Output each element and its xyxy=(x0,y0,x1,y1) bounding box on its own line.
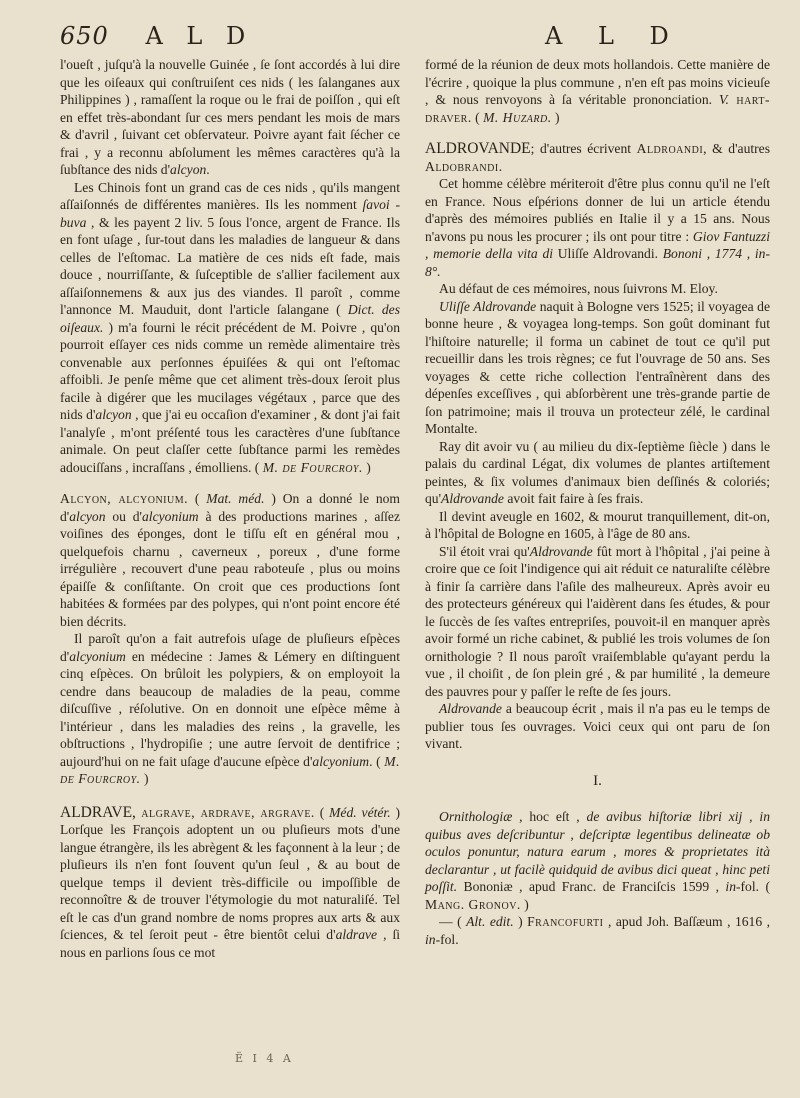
paragraph: Il devint aveugle en 1602, & mourut tranquillement, dit-on, à l'hôpital de Bologne en 1605, à l'âge de 80 ans. xyxy=(425,508,770,541)
paragraph: Au défaut de ces mémoires, nous ſuivrons M. Eloy. xyxy=(439,281,718,296)
paragraph: formé de la réunion de deux mots hollandois. Cette manière de l'écrire , quoique la plus commune , n'en eſt pas moins vicieuſe , & nous renvoyons à ſa véritable prononciation. V. hart-draver. ( M. Huzard. ) xyxy=(425,57,770,125)
entry-headword: Alcyon, alcyonium. xyxy=(60,491,189,506)
paragraph: Il paroît qu'on a fait autrefois uſage de pluſieurs eſpèces d'alcyonium en médecine : James & Lémery en diſtinguent cinq eſpèces. On brûloit les polypiers, & on employoit la cendre dans beaucoup de maladies de la peau, comme diſcuſſive , réſolutive. On en donnoit une eſpèce même à l'intérieur , dans les maladies des reins , la gravelle, les obſtructions , l'hydropiſie ; une autre ſervoit de dentifrice ; aujourd'hui on ne fait uſage d'aucune eſpèce d'alcyonium. ( M. de Fourcroy. ) xyxy=(60,631,400,786)
entry-headword: ALDRAVE, xyxy=(60,803,136,821)
left-column xyxy=(60,56,400,961)
running-head-left: A L D xyxy=(145,22,254,50)
entry-alcyon: Alcyon, alcyonium. ( Mat. méd. ) On a donné le nom d'alcyon ou d'alcyonium à des productions marines , aſſez voiſines des éponges, dont le tiſſu eſt en général mou , quelquefois charnu , caverneux , poreux , d'une forme irrégulière , recouvert d'une peau raboteuſe , plus ou moins épaiſſe & conſiſtante. On croit que ces productions ſont habitées & formées par des polypes, qui n'ont point encore été bien décrits. xyxy=(60,491,400,629)
paragraph: Ray dit avoir vu ( au milieu du dix-ſeptième ſiècle ) dans le palais du cardinal Légat, dix volumes de plantes artiſtement peintes, & ſix volumes d'animaux bien deſſinés & coloriés; qu'Aldrovande avoit fait faire à ſes frais. xyxy=(425,438,770,506)
bibliography-entry: — ( Alt. edit. ) Francofurti , apud Joh. Baſſæum , 1616 , in-fol. xyxy=(425,914,771,947)
page-header-left xyxy=(60,22,253,50)
entry-aldrovande: ALDROVANDE; d'autres écrivent Aldroandi, & d'autres Aldobrandi. xyxy=(425,140,770,174)
paragraph: Les Chinois font un grand cas de ces nids , qu'ils mangent aſſaiſonnés de différentes manières. Ils les nomment ſavoi - buva , & les payent 2 liv. 5 ſous l'once, argent de France. Ils en font uſage , ſur-tout dans les maladies de langueur & dans celles de l'eſtomac. La matière de ces nids eſt fade, mais douce , nourriſſante, & ſuſceptible de s'allier facilement aux aſſaiſonnemens & aux jus des viandes. Il paroît , comme l'annonce M. Mauduit, dont l'article ſalangane ( Dict. des oiſeaux. ) m'a fourni le récit précédent de M. Poivre , qu'on pourroit eſſayer ces nids comme un remède alimentaire très convenable aux perſonnes épuiſées & qui ont l'eſtomac affoibli. Je penſe même que cet aliment très-doux ſeroit plus facile à digérer que les mucilages végétaux , parce que des nids d'alcyon , que j'ai eu occaſion d'examiner , & dont j'ai fait l'analyſe , m'ont préſenté tous les caractères d'une ſubſtance animale. On peut claſſer cette ſubſtance parmi les remèdes adouciſſans , incraſſans , émolliens. ( M. de Fourcroy. ) xyxy=(60,179,400,475)
section-number: I. xyxy=(593,772,602,789)
paragraph: Uliſſe Aldrovande naquit à Bologne vers 1525; il voyagea de bonne heure , & voyagea long-temps. Son goût dominant fut l'hiſtoire naturelle; il forma un cabinet de tout ce qu'il put recueillir dans les trois règnes; ce fut l'ouvrage de 50 ans. Ses voyages & cette riche collection l'entraînèrent dans des dépenſes exceſſives , qui abſorbèrent une très-grande partie de ſon patrimoine; mais il trouva un protecteur zélé, le cardinal Montalte. xyxy=(425,298,770,436)
author-signature: M. de Fourcroy. xyxy=(60,753,400,786)
running-head-right: A L D xyxy=(545,22,683,50)
paragraph: Aldrovande a beaucoup écrit , mais il n'a pas eu le temps de publier tous ſes ouvrages. Voici ceux qui ont paru de ſon vivant. xyxy=(425,701,770,751)
paragraph: S'il étoit vrai qu'Aldrovande fût mort à l'hôpital , j'ai peine à croire que ce ſoit l'indigence qui ait réduit ce naturaliſte célèbre à finir ſa carrière dans l'aſile des malheureux. Après avoir eu des protecteurs généreux qui l'aidèrent dans ſes études, & pour le ſuccès de ſes vaſtes entrepriſes, pouvoit-il en manquer après avoir formé un riche cabinet, & publié les trois volumes de ſon ornithologie ? Il nous paroît vraiſemblable qu'ayant perdu la vue , il choiſit , de ſon plein gré , & par humilité , la demeure des pauvres pour y paſſer le reſte de ſes jours. xyxy=(425,543,770,699)
entry-aldrave: ALDRAVE, algrave, ardrave, argrave. ( Méd. vétér. ) Lorſque les François adoptent un ou pluſieurs mots d'une langue étrangère, ils les abrègent & les façonnent à la leur ; de pluſieurs ils n'en font ſouvent qu'un ſeul , & au bout de quelque temps il devient très-difficile ou impoſſible de reconnoître & de trouver l'étymologie du mot naturaliſé. Tel eſt le cas d'un grand nombre de noms propres aux arts & aux ſciences, & tel ſeroit peut - être bientôt celui d'aldrave , ſi nous en parlions ſous ce mot xyxy=(60,803,401,960)
paragraph: l'oueſt , juſqu'à la nouvelle Guinée , ſe ſont accordés à lui dire que les oiſeaux qui conſtruiſent ces nids ( les ſalanganes aux Philippines ) , ramaſſent la roque ou le frai de poiſſon , qui eſt en effet très-abondant ſur ces mers pendant les mois de mars & d'avril , ſuivant cet obſervateur. Poivre ayant fait ſécher ce frai , y a reconnu abſolument les mêmes caractères qu'à la ſubſtance des nids d'alcyon. xyxy=(60,57,400,177)
bibliography-entry: Ornithologiæ , hoc eſt , de avibus hiſtoriæ libri xij , in quibus aves deſcribuntur , deſcriptæ legentibus delineatæ ob oculos ponuntur, natura earum , mores & proprietates ità declarantur , ut facilè quidquid de avibus dici queat , hinc peti poſſit. Bononiæ , apud Franc. de Franciſcis 1599 , in-fol. ( Mang. Gronov. ) xyxy=(425,809,770,912)
paragraph: Cet homme célèbre mériteroit d'être plus connu qu'il ne l'eſt en France. Nous eſpérions donner de lui un article étendu d'après des mémoires publiés en Italie il y a 15 ans. Nous n'avons pu nous les procurer ; ils ont pour titre : Giov Fantuzzi , memorie della vita di Uliſſe Aldrovandi. Bononi , 1774 , in-8°. xyxy=(425,176,770,279)
author-signature: M. de Fourcroy. xyxy=(262,459,363,475)
page-number: 650 xyxy=(60,22,109,50)
signature-mark: Ë I 4 A xyxy=(235,1052,294,1065)
author-signature: M. Huzard. xyxy=(483,109,552,125)
right-column xyxy=(425,56,770,948)
entry-headword: ALDROVANDE xyxy=(425,140,531,157)
